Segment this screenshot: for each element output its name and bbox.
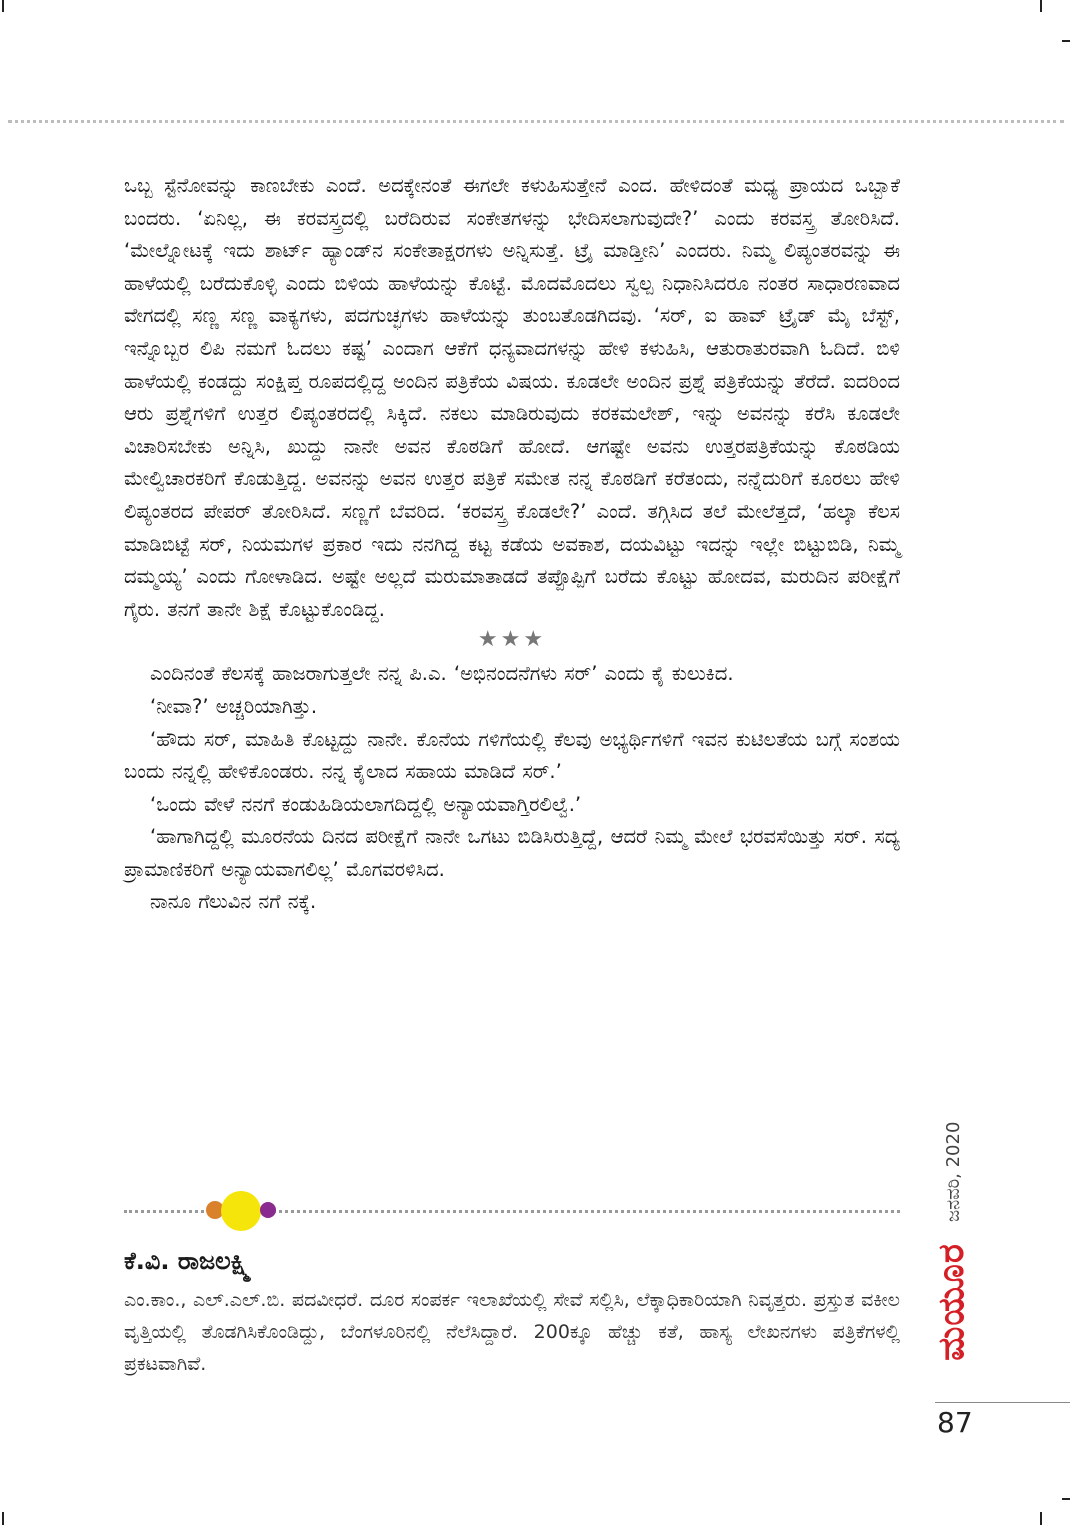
- issue-date: ಜನವರಿ, 2020: [943, 1121, 964, 1222]
- divider-purple-dot: [260, 1202, 276, 1218]
- dialogue-paragraph: ‘ಹಾಗಾಗಿದ್ದಲ್ಲಿ ಮೂರನೆಯ ದಿನದ ಪರೀಕ್ಷೆಗೆ ನಾನೇ ಒಗಟು ಬಿಡಿಸಿರುತ್ತಿದ್ದೆ, ಆದರೆ ನಿಮ್ಮ ಮೇಲೆ ಭರವಸೆಯಿತ್ತು ಸರ್. ಸದ್ಯ ಪ್ರಾಮಾಣಿಕರಿಗೆ ಅನ್ಯಾಯವಾಗಲಿಲ್ಲ’ ಮೊಗವರಳಿಸಿದ.: [124, 825, 900, 881]
- divider-yellow-dot: [221, 1191, 261, 1231]
- crop-mark-bottom-right: [1040, 1512, 1042, 1525]
- crop-mark-right-upper: [1062, 40, 1070, 42]
- dialogue-paragraph: ‘ಒಂದು ವೇಳೆ ನನಗೆ ಕಂಡುಹಿಡಿಯಲಾಗದಿದ್ದಲ್ಲಿ ಅನ್ಯಾಯವಾಗ್ತಿರಲಿಲ್ವೆ.’: [150, 792, 582, 816]
- crop-mark-top-left: [2, 0, 4, 12]
- dialogue-paragraph: ಎಂದಿನಂತೆ ಕೆಲಸಕ್ಕೆ ಹಾಜರಾಗುತ್ತಲೇ ನನ್ನ ಪಿ.ಎ. ‘ಅಭಿನಂದನೆಗಳು ಸರ್’ ಎಂದು ಕೈ ಕುಲುಕಿದ.: [150, 662, 734, 686]
- magazine-name: ಮಯೂರ: [931, 1243, 972, 1361]
- author-section: [124, 1244, 900, 1380]
- magazine-logo: [930, 1232, 974, 1372]
- top-dotted-rule: [8, 120, 1064, 123]
- author-divider: [124, 1194, 900, 1234]
- dialogue-paragraph: ನಾನೂ ಗೆಲುವಿನ ನಗೆ ನಕ್ಕೆ.: [150, 890, 317, 914]
- issue-date-sidebar: [938, 1102, 970, 1222]
- article-body: [124, 170, 900, 919]
- crop-mark-bottom-left: [2, 1512, 4, 1525]
- crop-mark-top-right: [1040, 0, 1042, 12]
- author-name: ಕೆ.ವಿ. ರಾಜಲಕ್ಷ್ಮಿ: [124, 1247, 252, 1275]
- section-separator-stars: ★★★: [477, 627, 547, 653]
- article-paragraph: ಒಬ್ಬ ಸ್ಟೆನೋವನ್ನು ಕಾಣಬೇಕು ಎಂದೆ. ಅದಕ್ಕೇನಂತೆ ಈಗಲೇ ಕಳುಹಿಸುತ್ತೇನೆ ಎಂದ. ಹೇಳಿದಂತೆ ಮಧ್ಯ ಪ್ರಾಯದ ಒಬ್ಬಾಕೆ ಬಂದರು. ‘ಏನಿಲ್ಲ, ಈ ಕರವಸ್ತ್ರದಲ್ಲಿ ಬರೆದಿರುವ ಸಂಕೇತಗಳನ್ನು ಭೇದಿಸಲಾಗುವುದೇ?’ ಎಂದು ಕರವಸ್ತ್ರ ತೋರಿಸಿದೆ. ‘ಮೇಲ್ನೋಟಕ್ಕೆ ಇದು ಶಾರ್ಟ್ ಹ್ಯಾಂಡ್‌ನ ಸಂಕೇತಾಕ್ಷರಗಳು ಅನ್ನಿಸುತ್ತೆ. ಟ್ರೈ ಮಾಡ್ತೀನಿ’ ಎಂದರು. ನಿಮ್ಮ ಲಿಪ್ಯಂತರವನ್ನು ಈ ಹಾಳೆಯಲ್ಲಿ ಬರೆದುಕೊಳ್ಳಿ ಎಂದು ಬಿಳಿಯ ಹಾಳೆಯನ್ನು ಕೊಟ್ಟೆ. ಮೊದಮೊದಲು ಸ್ವಲ್ಪ ನಿಧಾನಿಸಿದರೂ ನಂತರ ಸಾಧಾರಣವಾದ ವೇಗದಲ್ಲಿ ಸಣ್ಣ ಸಣ್ಣ ವಾಕ್ಯಗಳು, ಪದಗುಚ್ಛಗಳು ಹಾಳೆಯನ್ನು ತುಂಬತೊಡಗಿದವು. ‘ಸರ್, ಐ ಹಾವ್ ಟ್ರೈಡ್ ಮೈ ಬೆಸ್ಟ್, ಇನ್ನೊಬ್ಬರ ಲಿಪಿ ನಮಗೆ ಓದಲು ಕಷ್ಟ’ ಎಂದಾಗ ಆಕೆಗೆ ಧನ್ಯವಾದಗಳನ್ನು ಹೇಳಿ ಕಳುಹಿಸಿ, ಆತುರಾತುರವಾಗಿ ಓದಿದೆ. ಬಿಳಿ ಹಾಳೆಯಲ್ಲಿ ಕಂಡದ್ದು ಸಂಕ್ಷಿಪ್ತ ರೂಪದಲ್ಲಿದ್ದ ಅಂದಿನ ಪತ್ರಿಕೆಯ ವಿಷಯ. ಕೂಡಲೇ ಅಂದಿನ ಪ್ರಶ್ನೆ ಪತ್ರಿಕೆಯನ್ನು ತೆರೆದೆ. ಐದರಿಂದ ಆರು ಪ್ರಶ್ನೆಗಳಿಗೆ ಉತ್ತರ ಲಿಪ್ಯಂತರದಲ್ಲಿ ಸಿಕ್ಕಿದೆ. ನಕಲು ಮಾಡಿರುವುದು ಕರಕಮಲೇಶ್, ಇನ್ನು ಅವನನ್ನು ಕರೆಸಿ ಕೂಡಲೇ ವಿಚಾರಿಸಬೇಕು ಅನ್ನಿಸಿ, ಖುದ್ದು ನಾನೇ ಅವನ ಕೊಠಡಿಗೆ ಹೋದೆ. ಆಗಷ್ಟೇ ಅವನು ಉತ್ತರಪತ್ರಿಕೆಯನ್ನು ಕೊಠಡಿಯ ಮೇಲ್ವಿಚಾರಕರಿಗೆ ಕೊಡುತ್ತಿದ್ದ. ಅವನನ್ನು ಅವನ ಉತ್ತರ ಪತ್ರಿಕೆ ಸಮೇತ ನನ್ನ ಕೊಠಡಿಗೆ ಕರೆತಂದು, ನನ್ನೆದುರಿಗೆ ಕೂರಲು ಹೇಳಿ ಲಿಪ್ಯಂತರದ ಪೇಪರ್ ತೋರಿಸಿದೆ. ಸಣ್ಣಗೆ ಬೆವರಿದ. ‘ಕರವಸ್ತ್ರ ಕೊಡಲೇ?’ ಎಂದೆ. ತಗ್ಗಿಸಿದ ತಲೆ ಮೇಲೆತ್ತದೆ, ‘ಹಲ್ಕಾ ಕೆಲಸ ಮಾಡಿಬಿಟ್ಟೆ ಸರ್, ನಿಯಮಗಳ ಪ್ರಕಾರ ಇದು ನನಗಿದ್ದ ಕಟ್ಟ ಕಡೆಯ ಅವಕಾಶ, ದಯವಿಟ್ಟು ಇದನ್ನು ಇಲ್ಲೇ ಬಿಟ್ಟುಬಿಡಿ, ನಿಮ್ಮ ದಮ್ಮಯ್ಯ’ ಎಂದು ಗೋಳಾಡಿದ. ಅಷ್ಟೇ ಅಲ್ಲದೆ ಮರುಮಾತಾಡದೆ ತಪ್ಪೊಪ್ಪಿಗೆ ಬರೆದು ಕೊಟ್ಟು ಹೋದವ, ಮರುದಿನ ಪರೀಕ್ಷೆಗೆ ಗೈರು. ತನಗೆ ತಾನೇ ಶಿಕ್ಷೆ ಕೊಟ್ಟುಕೊಂಡಿದ್ದ.: [124, 174, 900, 621]
- page-number-rule: [935, 1402, 1070, 1403]
- dialogue-paragraph: ‘ಹೌದು ಸರ್, ಮಾಹಿತಿ ಕೊಟ್ಟದ್ದು ನಾನೇ. ಕೊನೆಯ ಗಳಿಗೆಯಲ್ಲಿ ಕೆಲವು ಅಭ್ಯರ್ಥಿಗಳಿಗೆ ಇವನ ಕುಟಿಲತೆಯ ಬಗ್ಗೆ ಸಂಶಯ ಬಂದು ನನ್ನಲ್ಲಿ ಹೇಳಿಕೊಂಡರು. ನನ್ನ ಕೈಲಾದ ಸಹಾಯ ಮಾಡಿದೆ ಸರ್.’: [124, 727, 900, 784]
- dialogue-paragraph: ‘ನೀವಾ?’ ಅಚ್ಚರಿಯಾಗಿತ್ತು.: [150, 694, 318, 718]
- crop-mark-right-lower: [1062, 1498, 1070, 1500]
- author-bio: ಎಂ.ಕಾಂ., ಎಲ್.ಎಲ್.ಬಿ. ಪದವೀಧರೆ. ದೂರ ಸಂಪರ್ಕ ಇಲಾಖೆಯಲ್ಲಿ ಸೇವೆ ಸಲ್ಲಿಸಿ, ಲೆಕ್ಕಾಧಿಕಾರಿಯಾಗಿ ನಿವೃತ್ತರು. ಪ್ರಸ್ತುತ ವಕೀಲ ವೃತ್ತಿಯಲ್ಲಿ ತೊಡಗಿಸಿಕೊಂಡಿದ್ದು, ಬೆಂಗಳೂರಿನಲ್ಲಿ ನೆಲೆಸಿದ್ದಾರೆ. 200ಕ್ಕೂ ಹೆಚ್ಚು ಕತೆ, ಹಾಸ್ಯ ಲೇಖನಗಳು ಪತ್ರಿಕೆಗಳಲ್ಲಿ ಪ್ರಕಟವಾಗಿವೆ.: [124, 1289, 900, 1375]
- page-number: 87: [937, 1406, 973, 1439]
